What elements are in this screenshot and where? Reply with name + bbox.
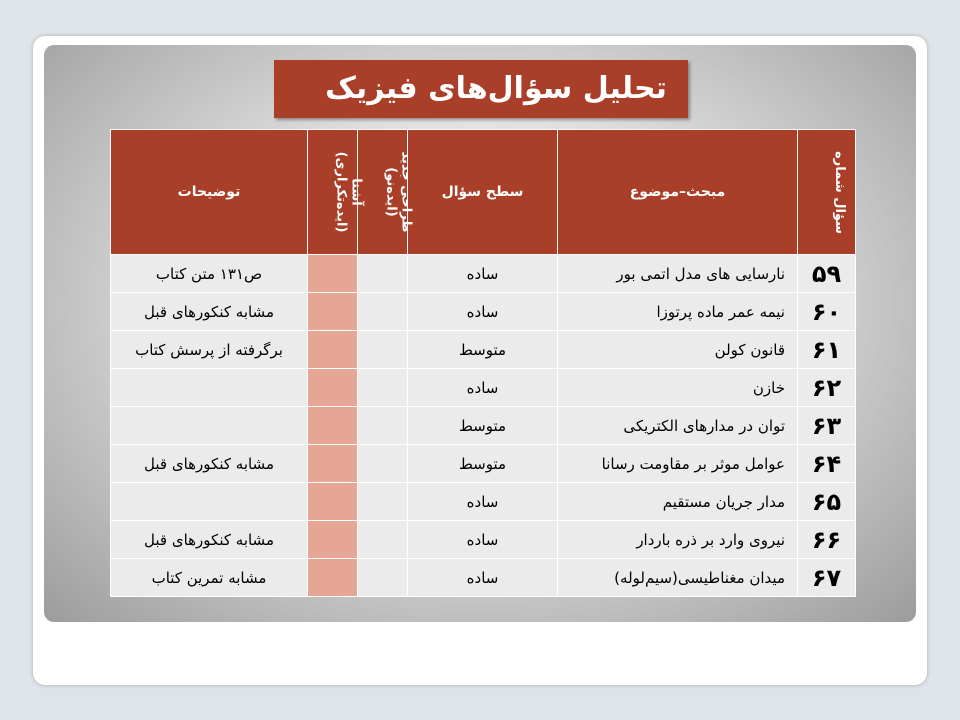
- cell-new-design: [358, 255, 408, 293]
- cell-new-design: [358, 369, 408, 407]
- cell-number: ۶۵: [798, 483, 856, 521]
- cell-familiar: [308, 369, 358, 407]
- cell-familiar: [308, 407, 358, 445]
- cell-level: ساده: [408, 255, 558, 293]
- table-row: [111, 445, 856, 483]
- cell-level: ساده: [408, 293, 558, 331]
- cell-familiar: [308, 559, 358, 597]
- cell-topic: قانون کولن: [558, 331, 798, 369]
- cell-new-design: [358, 521, 408, 559]
- table-row: [111, 483, 856, 521]
- cell-note: مشابه کنکورهای قبل: [111, 521, 308, 559]
- cell-note: [111, 369, 308, 407]
- cell-number: ۵۹: [798, 255, 856, 293]
- cell-number: ۶۰: [798, 293, 856, 331]
- cell-new-design: [358, 293, 408, 331]
- cell-number: ۶۲: [798, 369, 856, 407]
- cell-new-design: [358, 407, 408, 445]
- table-row: [111, 407, 856, 445]
- cell-familiar: [308, 483, 358, 521]
- cell-new-design: [358, 483, 408, 521]
- cell-number: ۶۶: [798, 521, 856, 559]
- cell-new-design: [358, 445, 408, 483]
- cell-familiar: [308, 255, 358, 293]
- table-row: [111, 255, 856, 293]
- cell-familiar: [308, 293, 358, 331]
- cell-level: ساده: [408, 559, 558, 597]
- cell-familiar: [308, 331, 358, 369]
- cell-number: ۶۳: [798, 407, 856, 445]
- cell-note: [111, 407, 308, 445]
- cell-note: مشابه کنکورهای قبل: [111, 445, 308, 483]
- header-new-design-line2: (ایده‌نو): [383, 167, 399, 217]
- table-row: [111, 369, 856, 407]
- cell-level: متوسط: [408, 407, 558, 445]
- cell-topic: خازن: [558, 369, 798, 407]
- cell-topic: نیمه عمر ماده پرتوزا: [558, 293, 798, 331]
- cell-note: [111, 483, 308, 521]
- analysis-table: [110, 129, 856, 597]
- cell-level: متوسط: [408, 445, 558, 483]
- cell-level: ساده: [408, 369, 558, 407]
- table-row: [111, 293, 856, 331]
- cell-topic: نارسایی های مدل اتمی بور: [558, 255, 798, 293]
- header-row: [111, 130, 856, 255]
- header-number: [798, 130, 856, 255]
- cell-familiar: [308, 521, 358, 559]
- cell-topic: میدان مغناطیسی(سیم‌لوله): [558, 559, 798, 597]
- cell-note: مشابه تمرین کتاب: [111, 559, 308, 597]
- cell-topic: عوامل موثر بر مقاومت رسانا: [558, 445, 798, 483]
- page-title: تحلیل سؤال‌های فیزیک: [274, 60, 688, 118]
- cell-level: ساده: [408, 483, 558, 521]
- cell-number: ۶۴: [798, 445, 856, 483]
- cell-topic: توان در مدارهای الکتریکی: [558, 407, 798, 445]
- header-notes: توضیحات: [111, 130, 308, 255]
- header-familiar-line1: آشنا: [348, 178, 364, 206]
- table-row: [111, 559, 856, 597]
- header-topic: مبحث–موضوع: [558, 130, 798, 255]
- header-new-design: [358, 130, 414, 255]
- cell-familiar: [308, 445, 358, 483]
- cell-number: ۶۷: [798, 559, 856, 597]
- header-familiar: [308, 130, 364, 255]
- cell-level: ساده: [408, 521, 558, 559]
- cell-level: متوسط: [408, 331, 558, 369]
- header-familiar-line2: (ایده‌تکراری): [333, 151, 349, 233]
- header-level: سطح سؤال: [408, 130, 558, 255]
- cell-new-design: [358, 559, 408, 597]
- header-number-text: سؤال شماره: [831, 151, 847, 234]
- table-row: [111, 331, 856, 369]
- header-new-design-line1: طراحی جدید: [398, 151, 414, 233]
- cell-note: مشابه کنکورهای قبل: [111, 293, 308, 331]
- table-row: [111, 521, 856, 559]
- cell-number: ۶۱: [798, 331, 856, 369]
- cell-note: ص۱۳۱ متن کتاب: [111, 255, 308, 293]
- cell-new-design: [358, 331, 408, 369]
- cell-note: برگرفته از پرسش کتاب: [111, 331, 308, 369]
- cell-topic: نیروی وارد بر ذره باردار: [558, 521, 798, 559]
- cell-topic: مدار جریان مستقیم: [558, 483, 798, 521]
